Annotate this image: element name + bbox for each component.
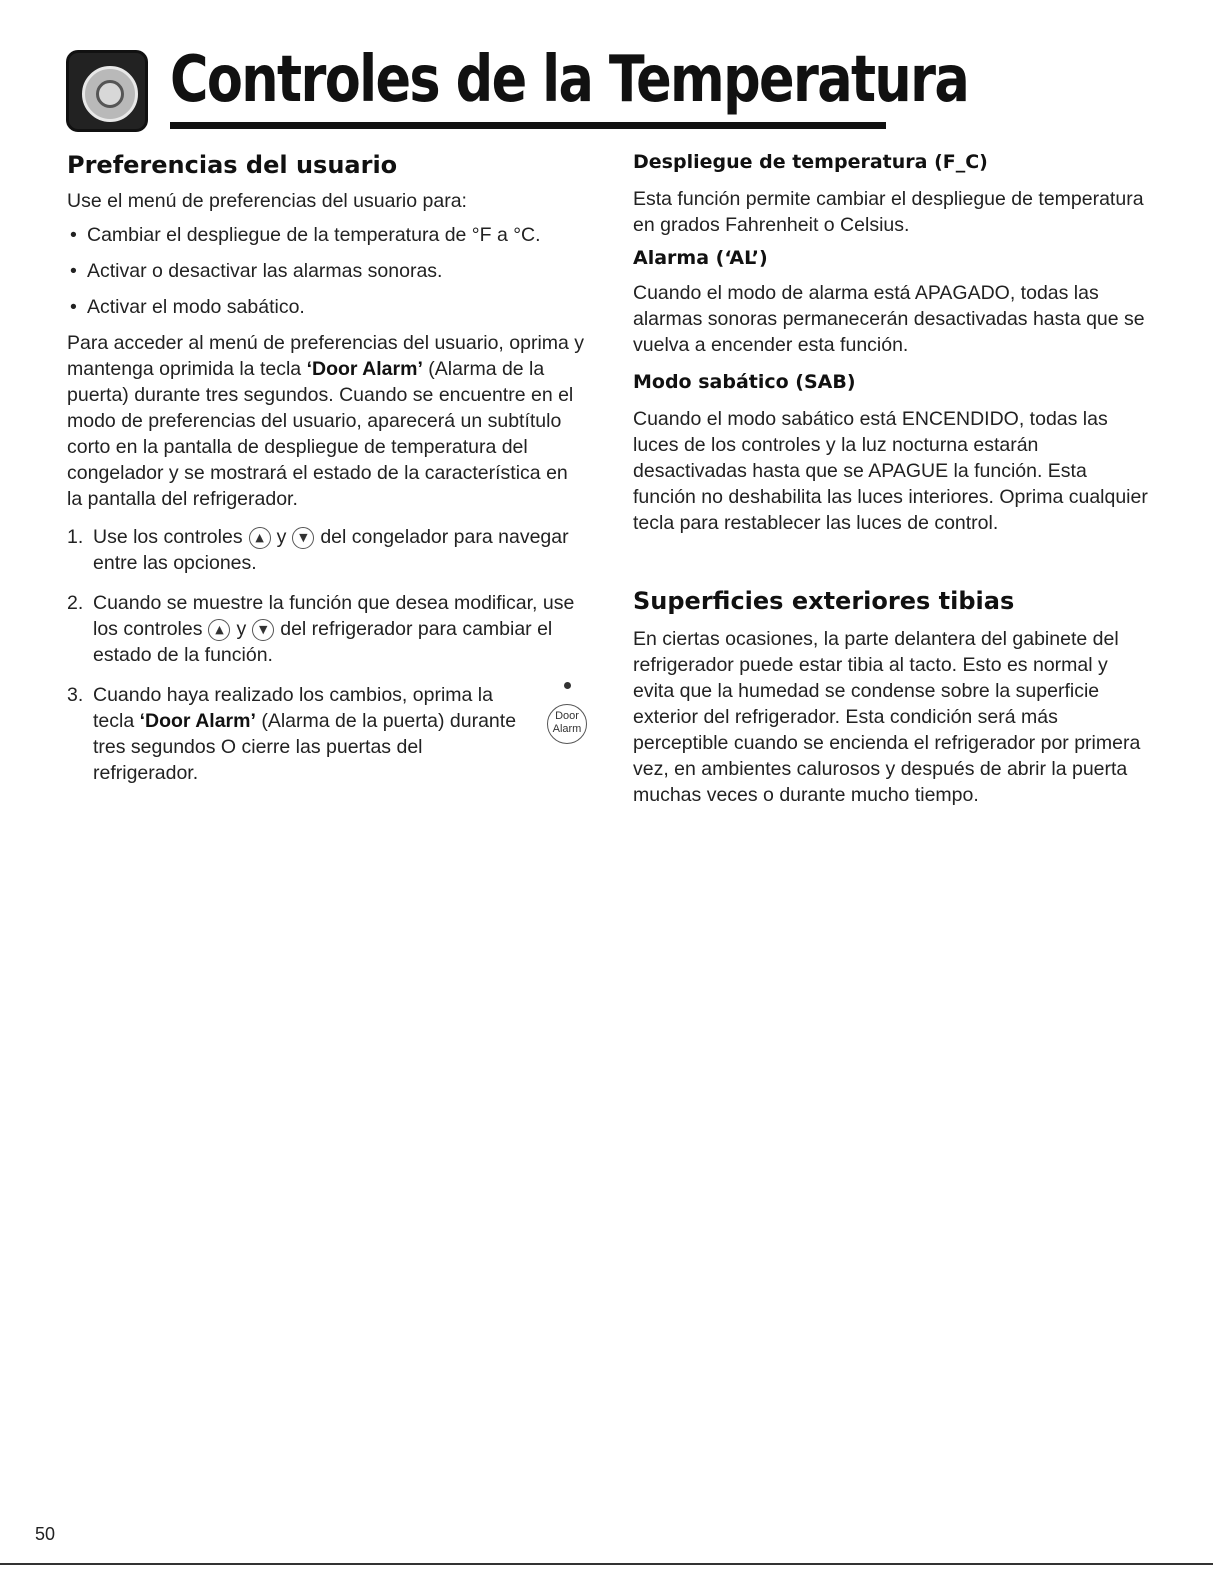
up-arrow-icon: ▲ [208,619,230,641]
down-arrow-icon: ▼ [252,619,274,641]
title-underline [170,122,886,129]
list-item: • Cambiar el despliegue de la temperatura de °F a °C. [70,224,541,246]
step-item: 2. Cuando se muestre la función que desea modificar, use los controles ▲ y ▼ del refrigerador para cambiar el estado de la función. [67,592,575,666]
down-arrow-icon: ▼ [292,527,314,549]
up-arrow-icon: ▲ [249,527,271,549]
dial-center [96,80,124,108]
warm-surfaces-text: En ciertas ocasiones, la parte delantera del gabinete del refrigerador puede estar tibia al tacto. Esto es normal y evita que la humedad se condense sobre la superficie exterior del refrigerador. Esta condición será más perceptible cuando se encienda el refrigerador por primera vez, en ambientes calurosos y después de abrir la puerta muchas veces o durante mucho tiempo. [633,628,1141,806]
preferences-list [67,222,587,320]
page-title: Controles de la Temperatura [170,43,969,117]
list-item: • Activar o desactivar las alarmas sonoras. [70,260,443,282]
intro-text: Use el menú de preferencias del usuario para: [67,190,467,212]
bottom-rule [0,1563,1213,1565]
list-item: • Activar el modo sabático. [70,296,305,318]
indicator-dot-icon [564,682,571,689]
access-paragraph: Para acceder al menú de preferencias del usuario, oprima y mantenga oprimida la tecla ‘Door Alarm’ (Alarma de la puerta) durante tres segundos. Cuando se encuentre en el modo de preferencias del usuario, aparecerá un subtítulo corto en la pantalla de despliegue de temperatura del congelador y se mostrará el estado de la característica en la pantalla del refrigerador. [67,332,585,510]
steps-list [67,524,587,786]
user-preferences-heading: Preferencias del usuario [67,151,398,179]
door-alarm-key-label: ‘Door Alarm’ [306,358,423,380]
step-item: 1. Use los controles ▲ y ▼ del congelador para navegar entre las opciones. [67,526,569,574]
right-column [633,150,1153,808]
page-number: 50 [35,1524,56,1544]
alarm-text: Cuando el modo de alarma está APAGADO, todas las alarmas sonoras permanecerán desactivadas hasta que se vuelva a encender esta función. [633,282,1145,356]
temperature-display-heading: Despliegue de temperatura (F_C) [633,151,988,173]
bullet-icon: • [70,224,77,246]
bullet-icon: • [70,296,77,318]
alarm-heading: Alarma (‘AL’) [633,247,768,269]
sabbath-mode-text: Cuando el modo sabático está ENCENDIDO, todas las luces de los controles y la luz nocturna estarán desactivadas hasta que se APAGUE la función. Esta función no deshabilita las luces interiores. Oprima cualquier tecla para restablecer las luces de control. [633,408,1148,534]
temperature-dial-icon [66,50,148,132]
door-alarm-key-label: ‘Door Alarm’ [139,710,256,732]
warm-surfaces-heading: Superficies exteriores tibias [633,587,1015,615]
bullet-icon: • [70,260,77,282]
step-item: 3. Cuando haya realizado los cambios, oprima la tecla ‘Door Alarm’ (Alarma de la puerta) durante tres segundos O cierre las puertas del refrigerador. Door Alarm [67,682,587,786]
sabbath-mode-heading: Modo sabático (SAB) [633,371,856,393]
temperature-display-text: Esta función permite cambiar el despliegue de temperatura en grados Fahrenheit o Celsius. [633,188,1144,236]
dial-ring [82,66,138,122]
door-alarm-button-icon: Door Alarm [547,704,587,744]
page-header [66,40,969,130]
left-column [67,150,587,800]
